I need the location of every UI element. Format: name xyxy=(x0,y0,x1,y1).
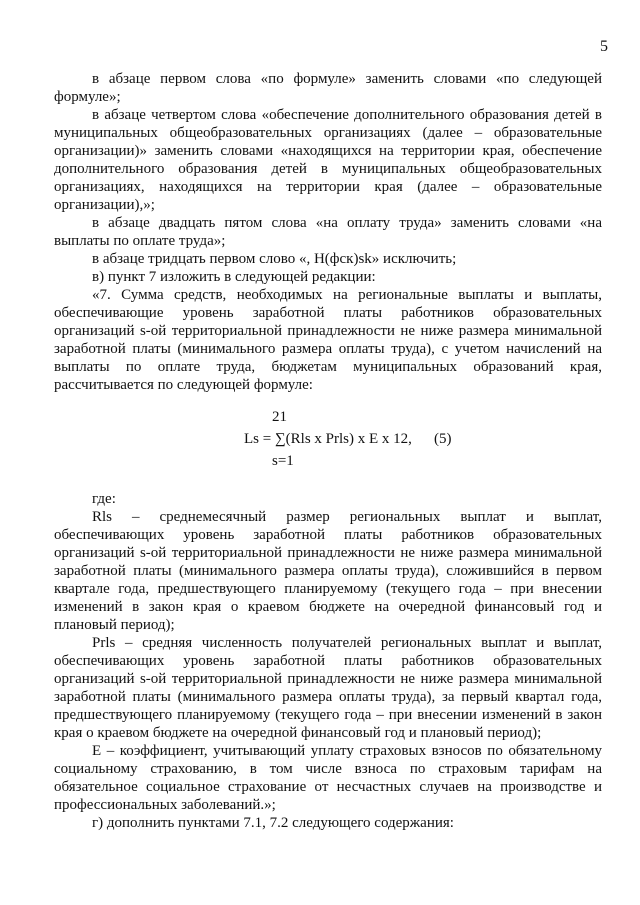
formula-number: (5) xyxy=(434,431,452,447)
paragraph: в) пункт 7 изложить в следующей редакции: xyxy=(92,269,376,285)
document-body xyxy=(54,70,602,832)
formula-block xyxy=(54,408,602,482)
paragraph: Rls – среднемесячный размер региональных выплат и выплат, обеспечивающих уровень заработной платы работников образовательных организаций s-ой территориальной принадлежности не ниже размера минимальной заработной платы (минимального размера оплаты труда), сложившийся в первом квартале года, предшествующего планируемому (текущего года – при внесении изменений в закон края о краевом бюджете на очередной финансовый год и плановый период); xyxy=(54,509,602,633)
formula-lower-limit: s=1 xyxy=(272,453,294,469)
page-number: 5 xyxy=(600,38,608,55)
paragraph: в абзаце тридцать первом слово «, H(фск)sk» исключить; xyxy=(92,251,457,267)
paragraph: Prls – средняя численность получателей региональных выплат и выплат, обеспечивающих уровень заработной платы работников образовательных организаций s-ой территориальной принадлежности не ниже размера минимальной заработной платы (минимального размера оплаты труда), за первый квартал года, предшествующего планируемому (текущего года – при внесении изменений в закон края о краевом бюджете на очередной финансовый год и плановый период); xyxy=(54,635,602,741)
formula-upper-limit: 21 xyxy=(272,409,287,425)
paragraph: где: xyxy=(92,491,116,507)
paragraph: в абзаце первом слова «по формуле» заменить словами «по следующей формуле»; xyxy=(54,71,602,105)
paragraph: «7. Сумма средств, необходимых на региональные выплаты и выплаты, обеспечивающие уровень заработной платы работников образовательных организаций s-ой территориальной принадлежности не ниже размера минимальной заработной платы (минимального размера оплаты труда), с учетом начислений на выплаты по оплате труда, бюджетам муниципальных образований края, рассчитывается по следующей формуле: xyxy=(54,287,602,393)
formula-expression: Ls = ∑(Rls x Prls) x E x 12, xyxy=(244,431,412,447)
paragraph: г) дополнить пунктами 7.1, 7.2 следующего содержания: xyxy=(92,815,454,831)
paragraph: в абзаце двадцать пятом слова «на оплату труда» заменить словами «на выплаты по оплате труда»; xyxy=(54,215,602,249)
paragraph: в абзаце четвертом слова «обеспечение дополнительного образования детей в муниципальных общеобразовательных организациях (далее – образовательные организации)» заменить словами «находящихся на территории края, обеспечение дополнительного образования детей в муниципальных общеобразовательных организациях, находящихся на территории края (далее – образовательные организации),»; xyxy=(54,107,602,213)
paragraph: E – коэффициент, учитывающий уплату страховых взносов по обязательному социальному страхованию, в том числе взноса по страховым тарифам на обязательное социальное страхование от несчастных случаев на производстве и профессиональных заболеваний.»; xyxy=(54,743,602,813)
